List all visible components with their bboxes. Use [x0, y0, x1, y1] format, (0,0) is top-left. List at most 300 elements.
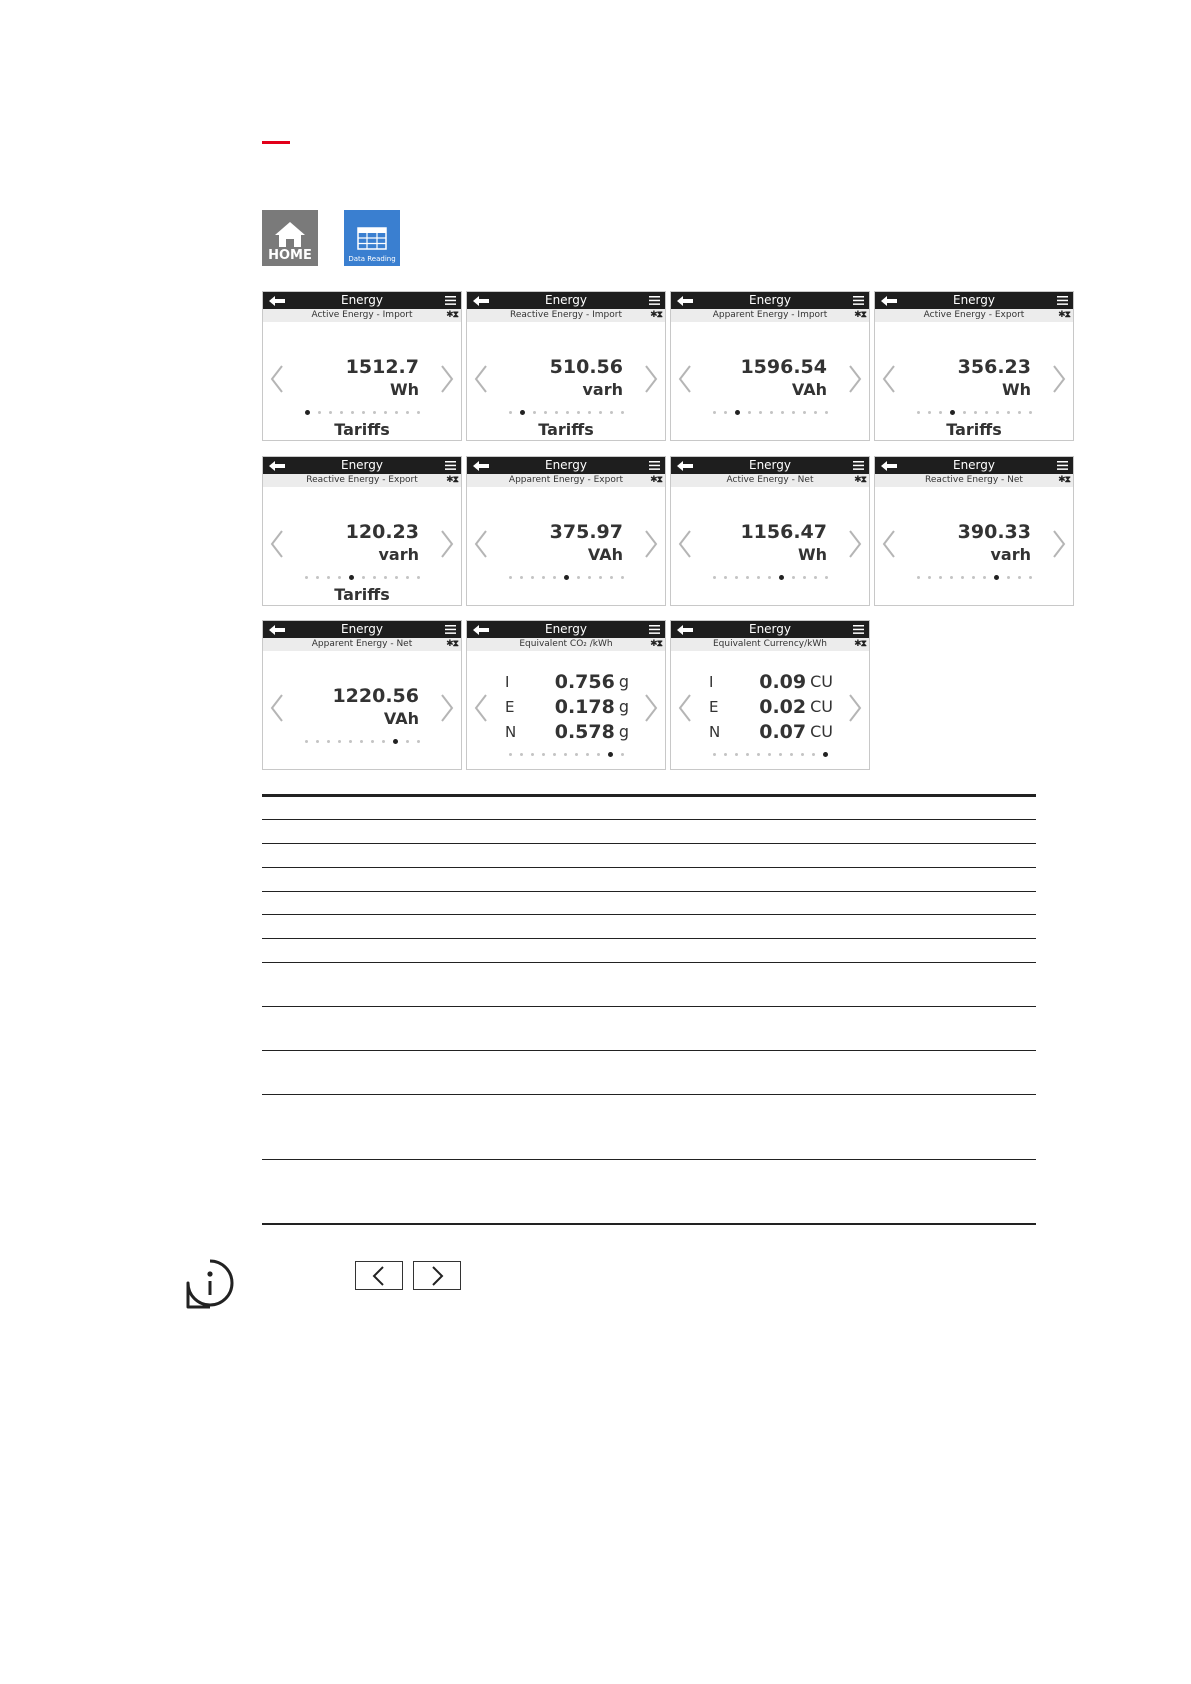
back-arrow-icon[interactable] — [473, 296, 489, 306]
phase-value: 0.09 — [759, 670, 807, 693]
energy-value: 1156.47 — [740, 521, 827, 543]
energy-value: 375.97 — [549, 521, 623, 543]
screen-subtitle-bar — [671, 638, 869, 651]
table-row-divider — [262, 867, 1036, 868]
page-indicator — [671, 409, 869, 415]
phase-label: N — [505, 722, 517, 741]
phase-label: I — [505, 672, 510, 691]
table-icon — [357, 227, 387, 251]
tariffs-link[interactable]: Tariffs — [538, 420, 594, 439]
chevron-left-icon[interactable] — [678, 693, 692, 723]
bluetooth-hourglass-icon: ✱⧗ — [1058, 475, 1070, 485]
home-icon — [273, 220, 307, 248]
page-dot — [338, 576, 341, 579]
screen-header — [467, 457, 665, 474]
page-dot — [553, 753, 556, 756]
screen-title: Energy — [748, 458, 791, 472]
page-dot — [961, 576, 964, 579]
back-arrow-icon[interactable] — [269, 296, 285, 306]
menu-icon[interactable] — [853, 296, 864, 305]
page-dot — [917, 576, 920, 579]
page-dot — [371, 740, 374, 743]
energy-unit: VAh — [587, 545, 623, 564]
bluetooth-hourglass-icon: ✱⧗ — [650, 310, 662, 320]
menu-icon[interactable] — [445, 625, 456, 634]
page-dot — [588, 576, 591, 579]
chevron-right-icon[interactable] — [848, 529, 862, 559]
bluetooth-hourglass-icon: ✱⧗ — [650, 475, 662, 485]
energy-value: 1220.56 — [332, 685, 419, 707]
page-indicator — [467, 751, 665, 757]
energy-unit: VAh — [383, 709, 419, 728]
phase-row — [707, 694, 833, 719]
chevron-left-icon[interactable] — [474, 529, 488, 559]
screen-subtitle-bar — [263, 309, 461, 322]
page-dot — [1007, 576, 1010, 579]
energy-unit: varh — [990, 545, 1031, 564]
screen-subtitle: Active Energy - Net — [726, 475, 814, 485]
page-dot — [746, 753, 749, 756]
page-dot — [746, 576, 749, 579]
section-accent-bar — [262, 141, 290, 144]
bluetooth-hourglass-icon: ✱⧗ — [446, 310, 458, 320]
page-dot — [792, 411, 795, 414]
page-dot — [939, 576, 942, 579]
page-dot — [327, 576, 330, 579]
phase-unit: CU — [810, 722, 833, 741]
page-indicator — [671, 574, 869, 580]
page-dot — [406, 411, 409, 414]
page-indicator — [875, 409, 1073, 415]
page-dot — [713, 753, 716, 756]
energy-unit: Wh — [389, 380, 419, 399]
chevron-right-icon[interactable] — [440, 364, 454, 394]
bluetooth-hourglass-icon: ✱⧗ — [650, 639, 662, 649]
page-dot — [564, 753, 567, 756]
page-dot — [305, 576, 308, 579]
table-bottom-rule — [262, 1223, 1036, 1225]
phase-label: E — [709, 697, 719, 716]
chevron-right-icon[interactable] — [1052, 364, 1066, 394]
chevron-left-icon[interactable] — [678, 364, 692, 394]
page-dot — [406, 740, 409, 743]
chevron-left-icon[interactable] — [270, 693, 284, 723]
phase-row — [503, 694, 629, 719]
page-dot — [950, 576, 953, 579]
screen-title: Energy — [748, 293, 791, 307]
tariffs-link[interactable]: Tariffs — [946, 420, 1002, 439]
back-arrow-icon[interactable] — [473, 461, 489, 471]
page-dot — [382, 740, 385, 743]
page-dot — [599, 576, 602, 579]
energy-value: 356.23 — [957, 356, 1031, 378]
page-dot — [724, 576, 727, 579]
screen-active-net — [670, 456, 870, 606]
screen-subtitle-bar — [263, 474, 461, 487]
info-icon — [185, 1258, 235, 1310]
screen-header — [263, 621, 461, 638]
page-dot — [724, 753, 727, 756]
menu-icon[interactable] — [649, 461, 660, 470]
chevron-right-icon[interactable] — [644, 529, 658, 559]
page-dot — [544, 411, 547, 414]
bluetooth-hourglass-icon: ✱⧗ — [854, 639, 866, 649]
page-dot — [963, 411, 966, 414]
page-dot — [555, 411, 558, 414]
page-dot — [610, 411, 613, 414]
screen-subtitle-bar — [671, 474, 869, 487]
page-dot — [509, 753, 512, 756]
phase-value: 0.178 — [554, 695, 615, 718]
page-dot — [373, 411, 376, 414]
screen-equivalent-co2 — [466, 620, 666, 770]
screen-header — [875, 457, 1073, 474]
page-dot — [520, 576, 523, 579]
page-dot — [318, 411, 321, 414]
table-row-divider — [262, 1050, 1036, 1051]
page-dot — [1029, 411, 1032, 414]
screen-reactive-export — [262, 456, 462, 606]
screen-subtitle-bar — [263, 638, 461, 651]
chevron-right-icon[interactable] — [1052, 529, 1066, 559]
screen-apparent-import — [670, 291, 870, 441]
home-button[interactable] — [262, 210, 318, 266]
page-dot — [533, 411, 536, 414]
screen-header — [671, 621, 869, 638]
page-indicator — [263, 738, 461, 744]
page-dot — [928, 576, 931, 579]
page-dot — [417, 411, 420, 414]
page-dot — [575, 753, 578, 756]
phase-value: 0.02 — [759, 695, 807, 718]
page-dot — [779, 575, 784, 580]
page-dot — [384, 576, 387, 579]
page-indicator — [263, 574, 461, 580]
phase-unit: g — [618, 722, 629, 741]
page-dot — [531, 576, 534, 579]
page-dot — [983, 576, 986, 579]
phase-unit: g — [618, 672, 629, 691]
page-dot — [327, 740, 330, 743]
chevron-left-icon[interactable] — [474, 364, 488, 394]
menu-icon[interactable] — [853, 461, 864, 470]
page-dot — [1029, 576, 1032, 579]
screen-subtitle-bar — [467, 638, 665, 651]
energy-unit: Wh — [797, 545, 827, 564]
page-dot — [351, 411, 354, 414]
page-dot — [759, 411, 762, 414]
page-dot — [621, 411, 624, 414]
menu-icon[interactable] — [445, 296, 456, 305]
screen-subtitle: Active Energy - Import — [311, 310, 413, 320]
energy-value: 390.33 — [957, 521, 1031, 543]
page-dot — [748, 411, 751, 414]
phase-unit: CU — [810, 672, 833, 691]
page-dot — [985, 411, 988, 414]
page-dot — [577, 576, 580, 579]
table-row-divider — [262, 843, 1036, 844]
screen-subtitle-bar — [671, 309, 869, 322]
phase-value: 0.578 — [554, 720, 615, 743]
page-dot — [340, 411, 343, 414]
screen-title: Energy — [340, 622, 383, 636]
page-dot — [801, 753, 804, 756]
phase-label: E — [505, 697, 515, 716]
phase-value: 0.756 — [554, 670, 615, 693]
page-dot — [790, 753, 793, 756]
table-row-divider — [262, 819, 1036, 820]
page-dot — [792, 576, 795, 579]
page-dot — [781, 411, 784, 414]
menu-icon[interactable] — [649, 296, 660, 305]
screen-header — [467, 292, 665, 309]
screen-header — [263, 457, 461, 474]
page-dot — [520, 410, 525, 415]
chevron-right-icon[interactable] — [440, 693, 454, 723]
menu-icon[interactable] — [853, 625, 864, 634]
screen-subtitle: Equivalent Currency/kWh — [713, 639, 827, 649]
screen-title: Energy — [340, 458, 383, 472]
phase-value: 0.07 — [759, 720, 807, 743]
page-dot — [362, 411, 365, 414]
energy-value: 1512.7 — [345, 356, 419, 378]
energy-unit: Wh — [1001, 380, 1031, 399]
screen-subtitle-bar — [467, 474, 665, 487]
chevron-right-icon[interactable] — [644, 364, 658, 394]
page-dot — [823, 752, 828, 757]
page-dot — [1018, 576, 1021, 579]
screen-equivalent-currency — [670, 620, 870, 770]
menu-icon[interactable] — [445, 461, 456, 470]
phase-unit: g — [618, 697, 629, 716]
page-dot — [825, 411, 828, 414]
table-row-divider — [262, 962, 1036, 963]
page-dot — [509, 411, 512, 414]
page-dot — [586, 753, 589, 756]
page-dot — [768, 576, 771, 579]
page-dot — [338, 740, 341, 743]
back-arrow-icon[interactable] — [473, 625, 489, 635]
phase-label: I — [709, 672, 714, 691]
energy-unit: varh — [582, 380, 623, 399]
screen-subtitle-bar — [875, 474, 1073, 487]
page-dot — [553, 576, 556, 579]
page-dot — [724, 411, 727, 414]
page-dot — [768, 753, 771, 756]
page-dot — [509, 576, 512, 579]
page-dot — [588, 411, 591, 414]
screen-header — [671, 457, 869, 474]
next-key[interactable] — [413, 1261, 461, 1290]
page-dot — [316, 740, 319, 743]
screen-subtitle: Equivalent CO₂ /kWh — [519, 639, 613, 649]
screen-title: Energy — [748, 622, 791, 636]
back-arrow-icon[interactable] — [677, 625, 693, 635]
screen-subtitle: Active Energy - Export — [923, 310, 1025, 320]
back-arrow-icon[interactable] — [677, 461, 693, 471]
table-row-divider — [262, 891, 1036, 892]
table-row-divider — [262, 914, 1036, 915]
page-dot — [406, 576, 409, 579]
screen-subtitle: Apparent Energy - Import — [712, 310, 828, 320]
page-dot — [713, 576, 716, 579]
back-arrow-icon[interactable] — [881, 296, 897, 306]
screen-title: Energy — [544, 293, 587, 307]
screen-header — [467, 621, 665, 638]
energy-value: 120.23 — [345, 521, 419, 543]
page-dot — [329, 411, 332, 414]
chevron-right-icon — [429, 1265, 445, 1287]
page-dot — [825, 576, 828, 579]
page-dot — [417, 740, 420, 743]
data-reading-button[interactable] — [344, 210, 400, 266]
chevron-left-icon[interactable] — [882, 364, 896, 394]
page-dot — [577, 411, 580, 414]
page-dot — [564, 575, 569, 580]
page-dot — [735, 410, 740, 415]
data-reading-label: Data Reading — [348, 255, 396, 263]
page-dot — [939, 411, 942, 414]
phase-row — [707, 669, 833, 694]
menu-icon[interactable] — [649, 625, 660, 634]
back-arrow-icon[interactable] — [269, 461, 285, 471]
screen-title: Energy — [544, 622, 587, 636]
table-row-divider — [262, 1159, 1036, 1160]
page-dot — [608, 752, 613, 757]
screen-title: Energy — [952, 293, 995, 307]
table-row-divider — [262, 1006, 1036, 1007]
screen-subtitle-bar — [467, 309, 665, 322]
screen-title: Energy — [952, 458, 995, 472]
page-dot — [542, 576, 545, 579]
phase-row — [707, 719, 833, 744]
screen-header — [263, 292, 461, 309]
chevron-right-icon[interactable] — [440, 529, 454, 559]
page-dot — [1007, 411, 1010, 414]
chevron-right-icon[interactable] — [848, 693, 862, 723]
chevron-left-icon[interactable] — [270, 529, 284, 559]
page-dot — [316, 576, 319, 579]
page-indicator — [467, 574, 665, 580]
page-dot — [803, 576, 806, 579]
page-dot — [735, 576, 738, 579]
chevron-left-icon[interactable] — [270, 364, 284, 394]
page-dot — [974, 411, 977, 414]
screen-subtitle-bar — [875, 309, 1073, 322]
page-dot — [349, 740, 352, 743]
page-dot — [735, 753, 738, 756]
table-row-divider — [262, 1094, 1036, 1095]
page-dot — [610, 576, 613, 579]
page-dot — [520, 753, 523, 756]
page-dot — [393, 739, 398, 744]
page-indicator — [467, 409, 665, 415]
bluetooth-hourglass-icon: ✱⧗ — [1058, 310, 1070, 320]
screen-subtitle: Apparent Energy - Net — [311, 639, 413, 649]
screen-subtitle: Reactive Energy - Import — [510, 310, 622, 320]
back-arrow-icon[interactable] — [677, 296, 693, 306]
page-dot — [621, 753, 624, 756]
screen-reactive-import — [466, 291, 666, 441]
page-dot — [917, 411, 920, 414]
page-dot — [803, 411, 806, 414]
chevron-left-icon[interactable] — [882, 529, 896, 559]
page-indicator — [671, 751, 869, 757]
bluetooth-hourglass-icon: ✱⧗ — [854, 475, 866, 485]
back-arrow-icon[interactable] — [881, 461, 897, 471]
screen-header — [875, 292, 1073, 309]
phase-values — [707, 669, 833, 744]
chevron-left-icon — [371, 1265, 387, 1287]
screen-title: Energy — [544, 458, 587, 472]
page-dot — [713, 411, 716, 414]
screen-apparent-export — [466, 456, 666, 606]
page-dot — [349, 575, 354, 580]
page-dot — [395, 576, 398, 579]
page-dot — [814, 411, 817, 414]
table-top-rule — [262, 794, 1036, 797]
page-indicator — [875, 574, 1073, 580]
page-dot — [972, 576, 975, 579]
previous-key[interactable] — [355, 1261, 403, 1290]
tariffs-link[interactable]: Tariffs — [334, 420, 390, 439]
energy-unit: VAh — [791, 380, 827, 399]
phase-row — [503, 669, 629, 694]
page-dot — [779, 753, 782, 756]
page-indicator — [263, 409, 461, 415]
energy-unit: varh — [378, 545, 419, 564]
page-dot — [757, 753, 760, 756]
screen-reactive-net — [874, 456, 1074, 606]
screen-header — [671, 292, 869, 309]
energy-value: 1596.54 — [740, 356, 827, 378]
page-dot — [1018, 411, 1021, 414]
page-dot — [360, 740, 363, 743]
page-dot — [566, 411, 569, 414]
screen-subtitle: Apparent Energy - Export — [508, 475, 624, 485]
screen-apparent-net — [262, 620, 462, 770]
bluetooth-hourglass-icon: ✱⧗ — [446, 639, 458, 649]
phase-unit: CU — [810, 697, 833, 716]
phase-row — [503, 719, 629, 744]
page-dot — [812, 753, 815, 756]
menu-icon[interactable] — [1057, 461, 1068, 470]
page-dot — [395, 411, 398, 414]
page-dot — [597, 753, 600, 756]
page-dot — [305, 410, 310, 415]
table-row-divider — [262, 938, 1036, 939]
phase-label: N — [709, 722, 721, 741]
screen-active-export — [874, 291, 1074, 441]
page-dot — [621, 576, 624, 579]
menu-icon[interactable] — [1057, 296, 1068, 305]
bluetooth-hourglass-icon: ✱⧗ — [854, 310, 866, 320]
chevron-right-icon[interactable] — [848, 364, 862, 394]
page-dot — [994, 575, 999, 580]
home-label: HOME — [268, 248, 312, 263]
back-arrow-icon[interactable] — [269, 625, 285, 635]
page-dot — [757, 576, 760, 579]
chevron-right-icon[interactable] — [644, 693, 658, 723]
page-dot — [928, 411, 931, 414]
tariffs-link[interactable]: Tariffs — [334, 585, 390, 604]
chevron-left-icon[interactable] — [474, 693, 488, 723]
chevron-left-icon[interactable] — [678, 529, 692, 559]
page-dot — [599, 411, 602, 414]
page-dot — [531, 753, 534, 756]
page-dot — [362, 576, 365, 579]
page-dot — [770, 411, 773, 414]
